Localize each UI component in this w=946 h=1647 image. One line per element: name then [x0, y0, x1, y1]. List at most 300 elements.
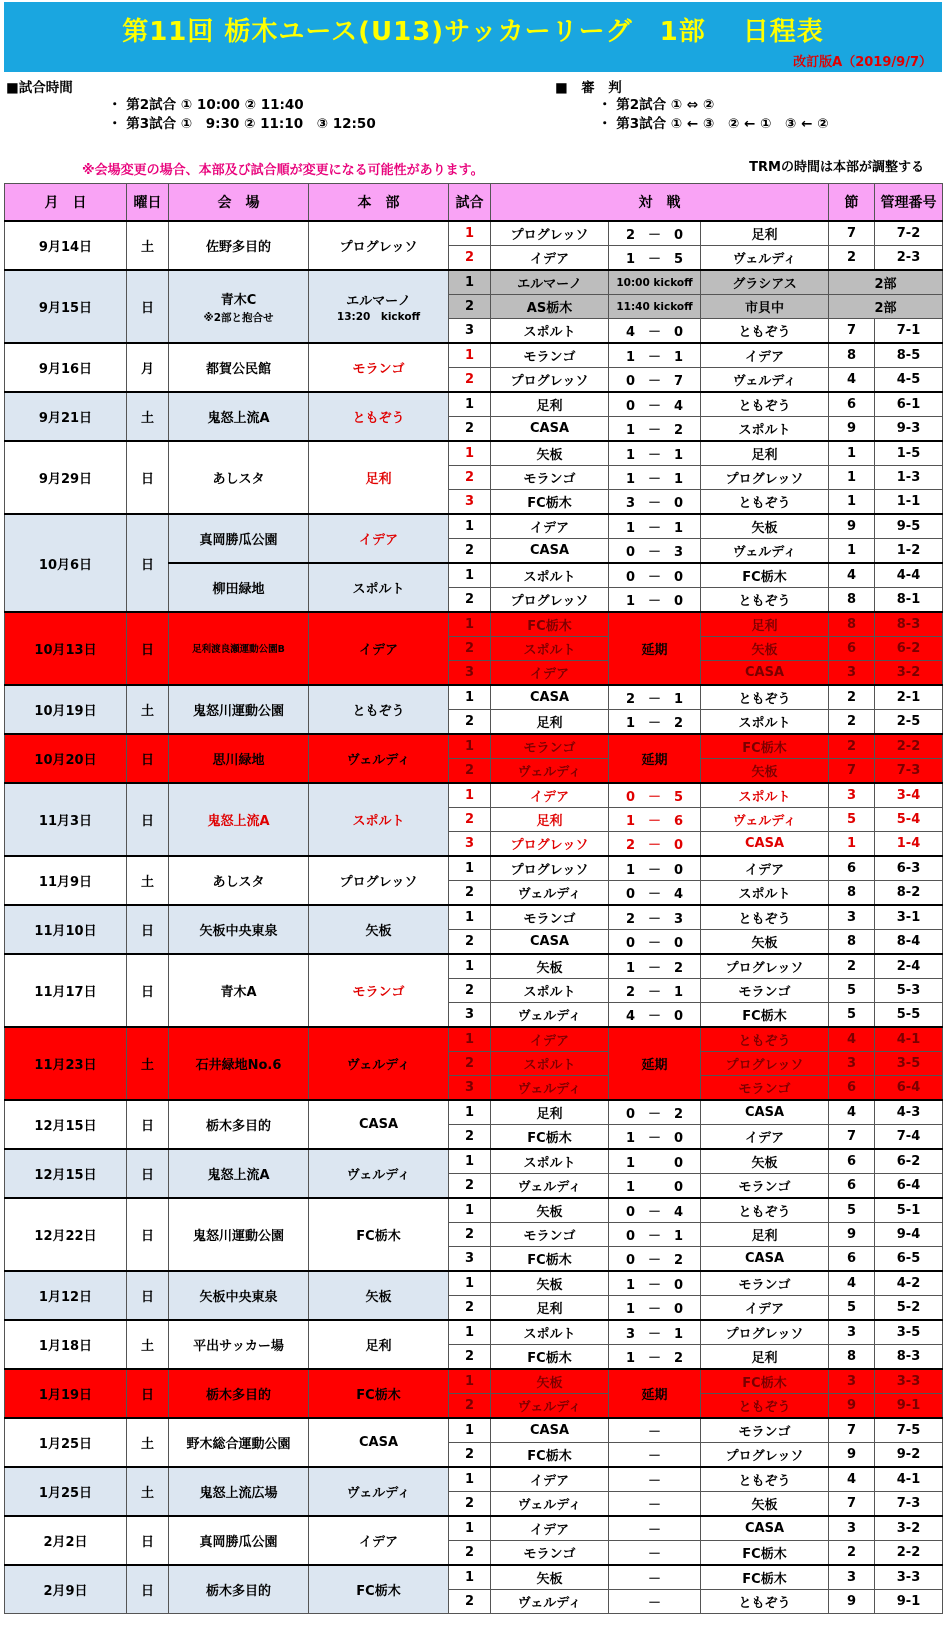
home-team: 矢板: [491, 954, 609, 979]
score: 2 － 0: [609, 832, 701, 857]
venue-cell: [169, 905, 309, 954]
table-row: [5, 514, 943, 539]
date-cell: 11月17日: [5, 954, 127, 1027]
away-team: グラシアス: [701, 270, 829, 295]
date-cell: 1月25日: [5, 1418, 127, 1467]
round: 5: [829, 1296, 875, 1321]
management-number: 8-2: [875, 881, 943, 906]
venue-name: 鬼怒上流A: [207, 1168, 270, 1183]
management-number: 3-3: [875, 1369, 943, 1394]
match-number: 2: [449, 1223, 491, 1247]
management-number: 1-2: [875, 539, 943, 564]
venue-cell: [169, 954, 309, 1027]
date-cell: 9月21日: [5, 392, 127, 441]
round: 7: [829, 759, 875, 784]
weekday-cell: 土: [127, 856, 169, 905]
home-team: 矢板: [491, 441, 609, 466]
away-team: ヴェルディ: [701, 368, 829, 393]
score: 2 － 1: [609, 979, 701, 1003]
home-team: スポルト: [491, 1149, 609, 1174]
match-time-line-2: ・ 第3試合 ① 9:30 ② 11:10 ③ 12:50: [108, 116, 376, 132]
venue-cell: [169, 1516, 309, 1565]
score: 1 － 0: [609, 1125, 701, 1150]
date-cell: 10月13日: [5, 612, 127, 685]
home-team: ヴェルディ: [491, 1394, 609, 1419]
date-cell: 12月22日: [5, 1198, 127, 1271]
home-team: ヴェルディ: [491, 1492, 609, 1517]
match-number: 1: [449, 685, 491, 710]
score: 4 － 0: [609, 1003, 701, 1028]
match-number: 1: [449, 1149, 491, 1174]
home-team: FC栃木: [491, 612, 609, 637]
match-number: 1: [449, 856, 491, 881]
round: 2: [829, 710, 875, 735]
date-cell: 10月20日: [5, 734, 127, 783]
score: 0 － 4: [609, 881, 701, 906]
venue-cell: [169, 1198, 309, 1271]
venue-name: 柳田緑地: [212, 582, 265, 597]
round: 3: [829, 661, 875, 686]
hq-cell: [309, 1467, 449, 1516]
away-team: ともぞう: [701, 1027, 829, 1052]
weekday-cell: 日: [127, 1516, 169, 1565]
away-team: 足利: [701, 1345, 829, 1370]
management-number: 9-1: [875, 1394, 943, 1419]
hq-cell: [309, 1320, 449, 1369]
weekday-cell: 土: [127, 1027, 169, 1100]
venue-name: 真岡勝瓜公園: [199, 1535, 278, 1550]
hq-name: FC栃木: [356, 1229, 401, 1244]
home-team: プログレッソ: [491, 588, 609, 613]
round: 9: [829, 514, 875, 539]
weekday-cell: 日: [127, 783, 169, 856]
round: 8: [829, 588, 875, 613]
hq-name: 矢板: [365, 924, 392, 939]
round: 8: [829, 930, 875, 955]
round: 4: [829, 563, 875, 588]
hq-name: モランゴ: [352, 985, 405, 1000]
match-number: 1: [449, 563, 491, 588]
weekday-cell: 土: [127, 1320, 169, 1369]
weekday-cell: 日: [127, 905, 169, 954]
hq-cell: [309, 1516, 449, 1565]
hq-cell: [309, 612, 449, 685]
away-team: 矢板: [701, 637, 829, 661]
away-team: FC栃木: [701, 1565, 829, 1590]
away-team: スポルト: [701, 710, 829, 735]
weekday-cell: 日: [127, 734, 169, 783]
score: 10:00 kickoff: [609, 270, 701, 295]
match-number: 1: [449, 612, 491, 637]
home-team: 足利: [491, 710, 609, 735]
round: 8: [829, 612, 875, 637]
management-number: 3-5: [875, 1320, 943, 1345]
management-number: 4-3: [875, 1100, 943, 1125]
date-cell: 2月2日: [5, 1516, 127, 1565]
round: 2: [829, 954, 875, 979]
date-cell: 9月14日: [5, 221, 127, 270]
home-team: スポルト: [491, 979, 609, 1003]
date-cell: 9月16日: [5, 343, 127, 392]
weekday-cell: 日: [127, 1271, 169, 1320]
home-team: 矢板: [491, 1271, 609, 1296]
home-team: イデア: [491, 661, 609, 686]
home-team: 足利: [491, 1100, 609, 1125]
match-number: 3: [449, 1003, 491, 1028]
match-number: 1: [449, 343, 491, 368]
management-number: 1-5: [875, 441, 943, 466]
score: 1 － 2: [609, 710, 701, 735]
home-team: イデア: [491, 1467, 609, 1492]
round: 3: [829, 1516, 875, 1541]
management-number: 6-2: [875, 637, 943, 661]
date-cell: 12月15日: [5, 1149, 127, 1198]
round: 4: [829, 1027, 875, 1052]
management-number: 5-2: [875, 1296, 943, 1321]
venue-cell: [169, 221, 309, 270]
management-number: 7-5: [875, 1418, 943, 1443]
weekday-cell: 土: [127, 1467, 169, 1516]
match-number: 3: [449, 661, 491, 686]
score: 1 － 1: [609, 466, 701, 490]
match-number: 3: [449, 1076, 491, 1101]
management-number: 3-2: [875, 661, 943, 686]
round: 1: [829, 539, 875, 564]
match-time-heading: ■試合時間: [6, 80, 73, 96]
match-number: 2: [449, 930, 491, 955]
home-team: ヴェルディ: [491, 881, 609, 906]
round: 2: [829, 246, 875, 271]
hq-cell: [309, 1198, 449, 1271]
hq-name: エルマーノ: [346, 293, 411, 309]
schedule-table: [4, 183, 943, 1614]
away-team: スポルト: [701, 881, 829, 906]
match-time-line-1: ・ 第2試合 ① 10:00 ② 11:40: [108, 97, 304, 113]
score: －: [609, 1541, 701, 1566]
home-team: FC栃木: [491, 1247, 609, 1272]
match-number: 2: [449, 1296, 491, 1321]
away-team: 矢板: [701, 1149, 829, 1174]
match-number: 2: [449, 710, 491, 735]
venue-cell: [169, 612, 309, 685]
management-number: 8-1: [875, 588, 943, 613]
venue-cell: [169, 1369, 309, 1418]
hq-cell: [309, 563, 449, 612]
away-team: 足利: [701, 221, 829, 246]
table-row: [5, 1271, 943, 1296]
match-number: 1: [449, 1198, 491, 1223]
away-team: 市貝中: [701, 295, 829, 319]
venue-cell: [169, 856, 309, 905]
round: 1: [829, 490, 875, 515]
score: －: [609, 1516, 701, 1541]
round: 7: [829, 221, 875, 246]
away-team: CASA: [701, 1247, 829, 1272]
date-cell: 11月23日: [5, 1027, 127, 1100]
round: 3: [829, 1565, 875, 1590]
venue-name: 鬼怒川運動公園: [192, 1229, 284, 1244]
home-team: AS栃木: [491, 295, 609, 319]
hq-cell: [309, 856, 449, 905]
hq-cell: [309, 1369, 449, 1418]
trm-note: TRMの時間は本部が調整する: [749, 160, 924, 175]
col-header-weekday: 曜日: [127, 184, 169, 222]
match-number: 1: [449, 514, 491, 539]
hq-cell: [309, 685, 449, 734]
management-number: 8-3: [875, 612, 943, 637]
management-number: 9-3: [875, 417, 943, 442]
management-number: 2-2: [875, 734, 943, 759]
venue-cell: [169, 1271, 309, 1320]
management-number: 7-4: [875, 1125, 943, 1150]
away-team: CASA: [701, 661, 829, 686]
date-cell: 1月12日: [5, 1271, 127, 1320]
venue-cell: [169, 1418, 309, 1467]
referee-line-1: ・ 第2試合 ① ⇔ ②: [598, 97, 715, 113]
management-number: 4-4: [875, 563, 943, 588]
management-number: 7-3: [875, 1492, 943, 1517]
score: 0 － 7: [609, 368, 701, 393]
division-label: 2部: [829, 295, 943, 319]
away-team: ヴェルディ: [701, 539, 829, 564]
management-number: 5-4: [875, 808, 943, 832]
management-number: 3-2: [875, 1516, 943, 1541]
score: 1 － 2: [609, 954, 701, 979]
match-number: 1: [449, 954, 491, 979]
venue-name: 矢板中央東泉: [199, 1290, 278, 1305]
away-team: モランゴ: [701, 1418, 829, 1443]
home-team: スポルト: [491, 319, 609, 344]
home-team: モランゴ: [491, 905, 609, 930]
home-team: CASA: [491, 539, 609, 564]
management-number: 7-3: [875, 759, 943, 784]
venue-cell: [169, 685, 309, 734]
away-team: 矢板: [701, 1492, 829, 1517]
venue-cell: [169, 1027, 309, 1100]
venue-name: あしスタ: [212, 875, 265, 890]
date-cell: 11月10日: [5, 905, 127, 954]
management-number: 8-4: [875, 930, 943, 955]
away-team: FC栃木: [701, 1003, 829, 1028]
away-team: 足利: [701, 1223, 829, 1247]
away-team: ともぞう: [701, 588, 829, 613]
date-cell: 11月3日: [5, 783, 127, 856]
hq-cell: [309, 514, 449, 563]
score: 2 － 1: [609, 685, 701, 710]
home-team: モランゴ: [491, 734, 609, 759]
score: 0 － 2: [609, 1247, 701, 1272]
hq-name: CASA: [358, 1435, 399, 1450]
round: 9: [829, 1590, 875, 1614]
schedule-body: [5, 221, 943, 1614]
away-team: プログレッソ: [701, 1320, 829, 1345]
round: 5: [829, 979, 875, 1003]
division-label: 2部: [829, 270, 943, 295]
hq-cell: [309, 905, 449, 954]
home-team: プログレッソ: [491, 221, 609, 246]
venue-cell: [169, 1467, 309, 1516]
venue-cell: [169, 441, 309, 514]
score: －: [609, 1590, 701, 1614]
round: 7: [829, 1492, 875, 1517]
away-team: 矢板: [701, 759, 829, 784]
home-team: CASA: [491, 930, 609, 955]
venue-cell: [169, 1100, 309, 1149]
home-team: ヴェルディ: [491, 759, 609, 784]
home-team: CASA: [491, 1418, 609, 1443]
hq-name: プログレッソ: [339, 875, 418, 890]
venue-name: 鬼怒上流A: [207, 814, 270, 829]
away-team: スポルト: [701, 417, 829, 442]
home-team: プログレッソ: [491, 856, 609, 881]
away-team: ともぞう: [701, 1394, 829, 1419]
score: 1 － 1: [609, 441, 701, 466]
venue-note: ※2部と抱合せ: [203, 311, 274, 324]
management-number: 3-4: [875, 783, 943, 808]
round: 7: [829, 1418, 875, 1443]
date-cell: 12月15日: [5, 1100, 127, 1149]
match-number: 2: [449, 1590, 491, 1614]
home-team: 足利: [491, 1296, 609, 1321]
hq-name: 矢板: [365, 1290, 392, 1305]
date-cell: 9月29日: [5, 441, 127, 514]
table-row: [5, 441, 943, 466]
home-team: FC栃木: [491, 1345, 609, 1370]
hq-name: CASA: [358, 1117, 399, 1132]
match-number: 2: [449, 1394, 491, 1419]
venue-cell: [169, 514, 309, 563]
round: 2: [829, 734, 875, 759]
date-cell: 10月19日: [5, 685, 127, 734]
round: 6: [829, 1149, 875, 1174]
match-number: 3: [449, 490, 491, 515]
away-team: ヴェルディ: [701, 808, 829, 832]
home-team: 矢板: [491, 1369, 609, 1394]
round: 6: [829, 1247, 875, 1272]
round: 2: [829, 1541, 875, 1566]
match-number: 3: [449, 832, 491, 857]
table-row: [5, 685, 943, 710]
table-row: [5, 1565, 943, 1590]
management-number: 1-1: [875, 490, 943, 515]
score: 2 － 0: [609, 221, 701, 246]
venue-name: 鬼怒上流A: [207, 411, 270, 426]
score: －: [609, 1418, 701, 1443]
date-cell: 1月18日: [5, 1320, 127, 1369]
match-number: 2: [449, 759, 491, 784]
venue-name: 都賀公民館: [205, 362, 271, 377]
management-number: 1-4: [875, 832, 943, 857]
match-number: 3: [449, 1247, 491, 1272]
score: 1 0: [609, 1174, 701, 1199]
score: 1 － 6: [609, 808, 701, 832]
round: 4: [829, 1100, 875, 1125]
weekday-cell: 土: [127, 1418, 169, 1467]
away-team: ともぞう: [701, 319, 829, 344]
score: 3 － 0: [609, 490, 701, 515]
venue-change-notice: ※会場変更の場合、本部及び試合順が変更になる可能性があります。: [82, 163, 484, 178]
home-team: イデア: [491, 1027, 609, 1052]
round: 4: [829, 368, 875, 393]
table-row: [5, 1149, 943, 1174]
score: 0 － 5: [609, 783, 701, 808]
match-number: 1: [449, 1320, 491, 1345]
away-team: ともぞう: [701, 392, 829, 417]
match-number: 2: [449, 1052, 491, 1076]
table-header-row: [5, 184, 943, 222]
away-team: ヴェルディ: [701, 246, 829, 271]
hq-name: ヴェルディ: [346, 1058, 411, 1073]
hq-name: イデア: [358, 643, 398, 658]
round: 3: [829, 1369, 875, 1394]
score: 1 － 0: [609, 1271, 701, 1296]
hq-name: イデア: [358, 533, 398, 548]
score: 1 － 1: [609, 514, 701, 539]
venue-cell: [169, 563, 309, 612]
away-team: ともぞう: [701, 490, 829, 515]
management-number: 8-5: [875, 343, 943, 368]
home-team: 矢板: [491, 1198, 609, 1223]
match-number: 2: [449, 808, 491, 832]
away-team: スポルト: [701, 783, 829, 808]
date-cell: 2月9日: [5, 1565, 127, 1614]
hq-cell: [309, 441, 449, 514]
venue-name: 鬼怒川運動公園: [192, 704, 284, 719]
match-number: 1: [449, 392, 491, 417]
management-number: 6-3: [875, 856, 943, 881]
date-cell: 1月19日: [5, 1369, 127, 1418]
away-team: FC栃木: [701, 734, 829, 759]
match-number: 1: [449, 270, 491, 295]
home-team: FC栃木: [491, 1125, 609, 1150]
weekday-cell: 日: [127, 1100, 169, 1149]
match-number: 1: [449, 1271, 491, 1296]
match-number: 2: [449, 979, 491, 1003]
venue-cell: [169, 343, 309, 392]
home-team: プログレッソ: [491, 832, 609, 857]
weekday-cell: 土: [127, 221, 169, 270]
score: 1 － 1: [609, 343, 701, 368]
score: 0 － 0: [609, 930, 701, 955]
weekday-cell: 土: [127, 392, 169, 441]
hq-cell: [309, 1100, 449, 1149]
date-cell: 10月6日: [5, 514, 127, 612]
match-number: 1: [449, 441, 491, 466]
hq-name: イデア: [358, 1535, 398, 1550]
management-number: 9-4: [875, 1223, 943, 1247]
hq-name: ともぞう: [352, 704, 405, 719]
management-number: 4-1: [875, 1027, 943, 1052]
match-number: 2: [449, 1492, 491, 1517]
table-row: [5, 1467, 943, 1492]
away-team: ともぞう: [701, 905, 829, 930]
round: 6: [829, 637, 875, 661]
score: 1 － 2: [609, 417, 701, 442]
table-row: [5, 221, 943, 246]
hq-cell: [309, 1418, 449, 1467]
match-number: 2: [449, 539, 491, 564]
hq-cell: [309, 270, 449, 343]
revision-label: 改訂版A（2019/9/7）: [793, 55, 932, 70]
venue-name: 青木A: [220, 985, 257, 1000]
management-number: 8-3: [875, 1345, 943, 1370]
match-number: 1: [449, 734, 491, 759]
match-number: 2: [449, 368, 491, 393]
home-team: ヴェルディ: [491, 1076, 609, 1101]
venue-name: 石井緑地No.6: [195, 1058, 282, 1073]
hq-name: ヴェルディ: [346, 1486, 411, 1501]
management-number: 1-3: [875, 466, 943, 490]
